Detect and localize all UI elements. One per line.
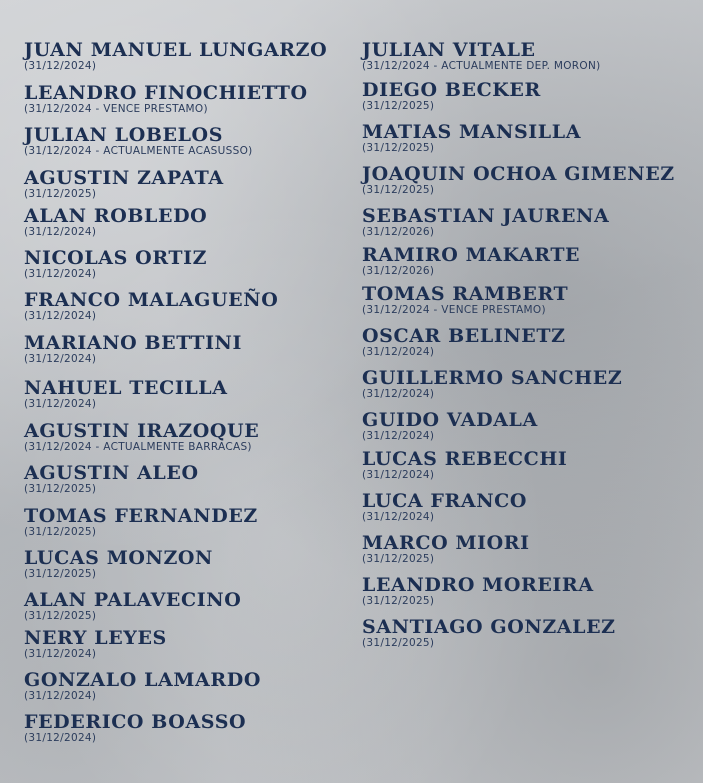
player-entry (24, 378, 228, 410)
contract-note: (31/12/2024) (24, 690, 97, 702)
player-name: LEANDRO FINOCHIETTO (24, 82, 308, 104)
player-name: DIEGO BECKER (362, 79, 541, 101)
contract-note: (31/12/2025) (362, 142, 435, 154)
player-entry (24, 206, 207, 238)
player-entry (362, 245, 580, 277)
player-name: RAMIRO MAKARTE (362, 244, 581, 266)
player-entry (24, 590, 241, 622)
contract-note: (31/12/2024) (24, 60, 97, 72)
player-entry (362, 449, 567, 481)
player-entry (362, 326, 566, 358)
player-name: LUCAS MONZON (24, 547, 214, 569)
contract-note: (31/12/2025) (24, 568, 97, 580)
player-name: NICOLAS ORTIZ (24, 247, 208, 269)
player-name: GUIDO VADALA (362, 409, 538, 431)
contract-note: (31/12/2024) (24, 398, 97, 410)
player-entry (362, 575, 594, 607)
player-name: MARCO MIORI (362, 532, 530, 554)
contract-note: (31/12/2024 - ACTUALMENTE DEP. MORON) (362, 60, 601, 72)
contract-note: (31/12/2025) (24, 483, 97, 495)
player-name: LUCAS REBECCHI (362, 448, 568, 470)
player-name: TOMAS FERNANDEZ (24, 505, 258, 527)
player-entry (362, 122, 581, 154)
contract-note: (31/12/2024 - ACTUALMENTE BARRACAS) (24, 441, 252, 453)
player-entry (24, 125, 253, 157)
contract-note: (31/12/2025) (24, 188, 97, 200)
contract-note: (31/12/2024) (24, 310, 97, 322)
player-entry (24, 463, 199, 495)
player-name: OSCAR BELINETZ (362, 325, 566, 347)
player-name: ALAN PALAVECINO (24, 589, 242, 611)
contract-note: (31/12/2024) (362, 430, 435, 442)
contract-note: (31/12/2026) (362, 226, 435, 238)
player-entry (24, 248, 207, 280)
player-entry (362, 80, 541, 112)
contract-note: (31/12/2024) (24, 268, 97, 280)
contract-note: (31/12/2024) (24, 226, 97, 238)
player-name: NAHUEL TECILLA (24, 377, 228, 399)
player-name: JUAN MANUEL LUNGARZO (24, 39, 328, 61)
player-entry (24, 628, 167, 660)
player-name: FEDERICO BOASSO (24, 711, 247, 733)
player-entry (362, 368, 622, 400)
player-entry (24, 168, 224, 200)
player-entry (24, 40, 327, 72)
contract-note: (31/12/2024) (362, 388, 435, 400)
player-entry (24, 670, 261, 702)
player-name: FRANCO MALAGUEÑO (24, 289, 279, 311)
player-name: SANTIAGO GONZALEZ (362, 616, 616, 638)
player-name: GUILLERMO SANCHEZ (362, 367, 623, 389)
player-name: AGUSTIN ZAPATA (24, 167, 224, 189)
player-name: SEBASTIAN JAURENA (362, 205, 610, 227)
contract-note: (31/12/2025) (362, 595, 435, 607)
contract-note: (31/12/2025) (362, 184, 435, 196)
player-name: NERY LEYES (24, 627, 167, 649)
contract-note: (31/12/2024) (24, 648, 97, 660)
player-name: AGUSTIN ALEO (24, 462, 199, 484)
player-entry (362, 206, 609, 238)
contract-note: (31/12/2025) (362, 553, 435, 565)
player-name: JULIAN VITALE (362, 39, 536, 61)
player-name: GONZALO LAMARDO (24, 669, 261, 691)
player-entry (362, 491, 527, 523)
player-name: MARIANO BETTINI (24, 332, 243, 354)
contract-note: (31/12/2025) (24, 610, 97, 622)
player-entry (24, 290, 278, 322)
player-entry (24, 83, 308, 115)
contract-note: (31/12/2024 - VENCE PRESTAMO) (24, 103, 208, 115)
player-entry (24, 712, 246, 744)
player-name: ALAN ROBLEDO (24, 205, 208, 227)
contract-note: (31/12/2024) (362, 346, 435, 358)
contract-note: (31/12/2026) (362, 265, 435, 277)
player-name: AGUSTIN IRAZOQUE (24, 420, 260, 442)
contract-note: (31/12/2024) (24, 732, 97, 744)
player-entry (362, 533, 530, 565)
player-name: JULIAN LOBELOS (24, 124, 224, 146)
player-name: TOMAS RAMBERT (362, 283, 569, 305)
contract-note: (31/12/2025) (362, 100, 435, 112)
contract-note: (31/12/2024) (362, 511, 435, 523)
contract-note: (31/12/2024 - VENCE PRESTAMO) (362, 304, 546, 316)
contract-note: (31/12/2024) (24, 353, 97, 365)
player-name: LUCA FRANCO (362, 490, 528, 512)
player-entry (362, 164, 675, 196)
player-name: LEANDRO MOREIRA (362, 574, 594, 596)
player-name: MATIAS MANSILLA (362, 121, 582, 143)
player-entry (362, 617, 616, 649)
player-entry (24, 506, 258, 538)
contract-note: (31/12/2024 - ACTUALMENTE ACASUSSO) (24, 145, 253, 157)
contract-note: (31/12/2025) (24, 526, 97, 538)
player-entry (24, 333, 242, 365)
player-entry (24, 421, 259, 453)
contract-note: (31/12/2024) (362, 469, 435, 481)
player-name: JOAQUIN OCHOA GIMENEZ (362, 163, 675, 185)
player-entry (362, 40, 601, 72)
player-entry (362, 410, 538, 442)
player-entry (362, 284, 568, 316)
contract-note: (31/12/2025) (362, 637, 435, 649)
player-entry (24, 548, 213, 580)
